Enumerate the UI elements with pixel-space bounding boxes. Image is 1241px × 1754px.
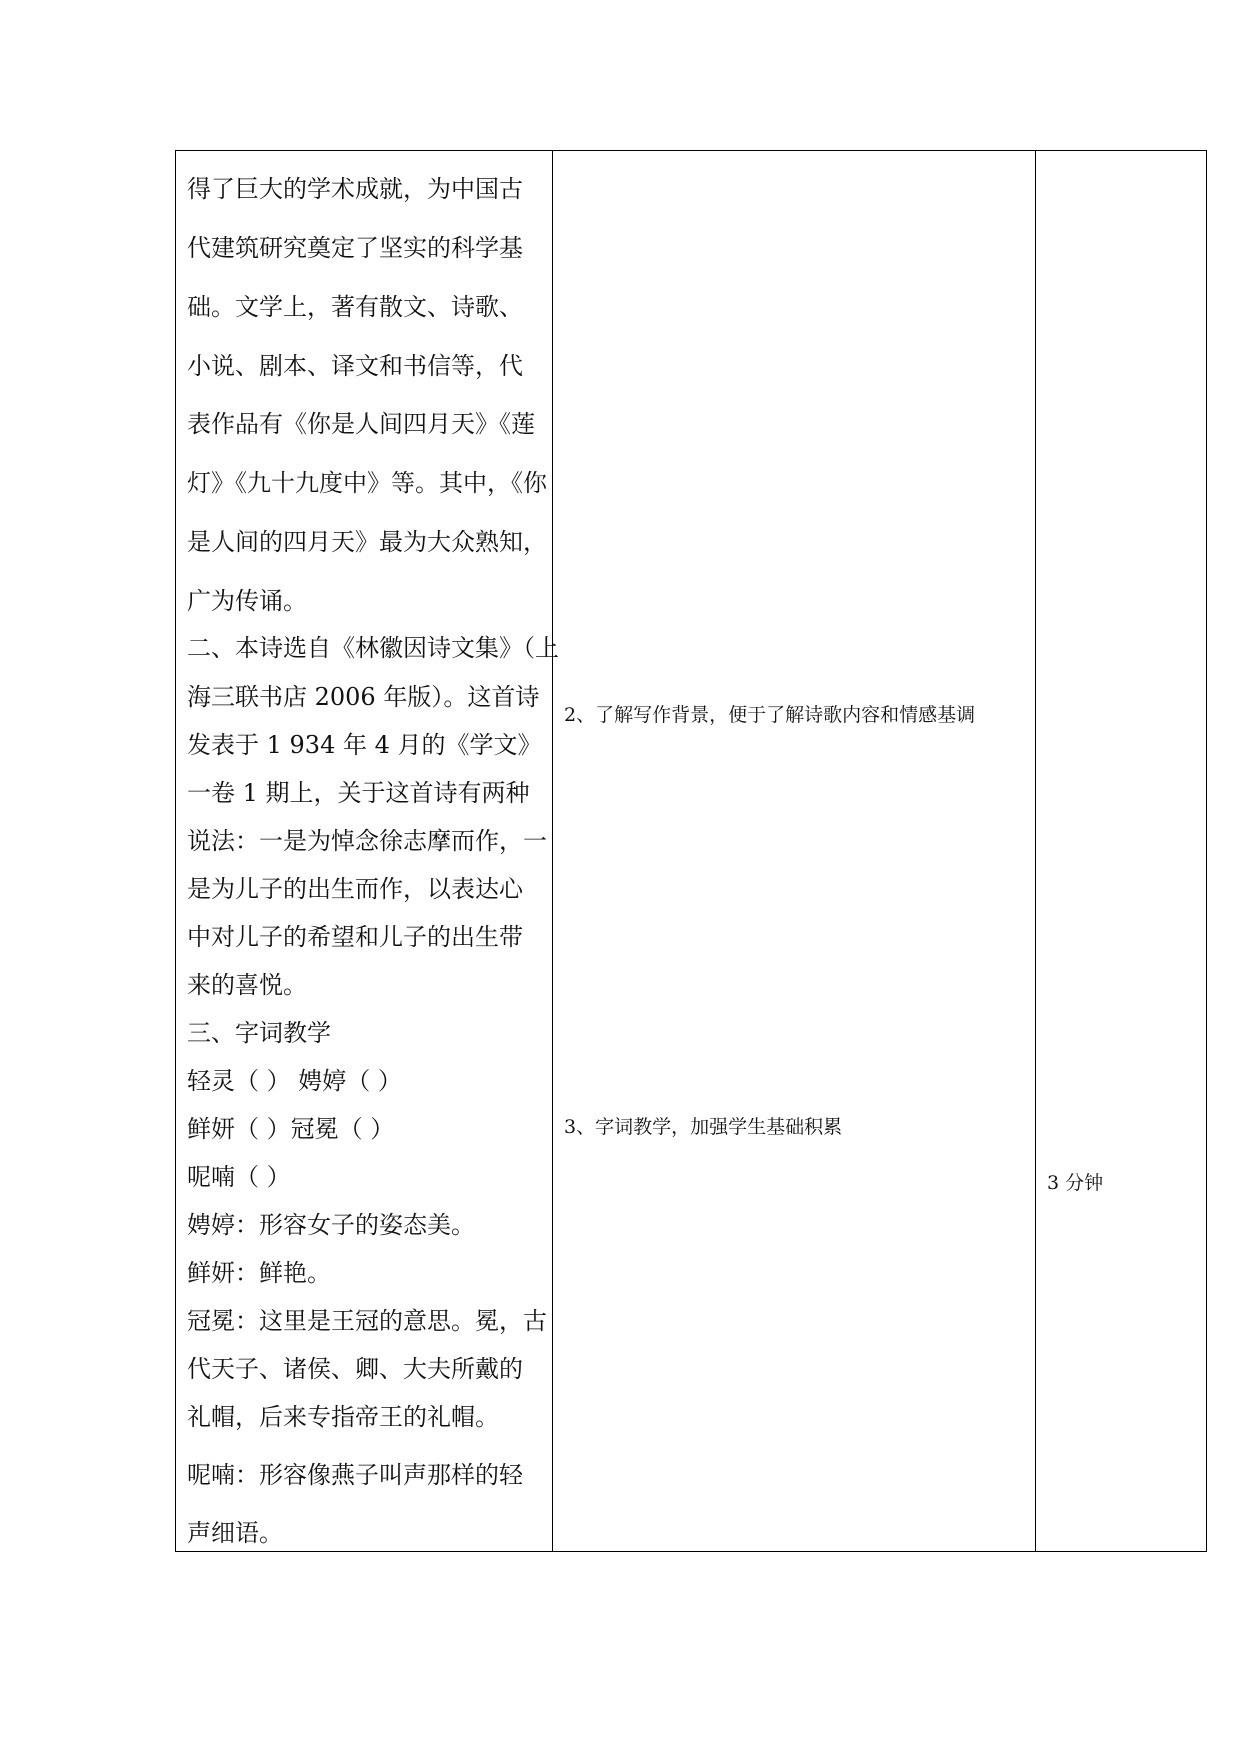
table-right-border bbox=[1206, 150, 1207, 1552]
content-line: 三、字词教学 bbox=[187, 1019, 331, 1047]
content-line: 代建筑研究奠定了坚实的科学基 bbox=[187, 234, 523, 262]
table-left-border bbox=[175, 150, 176, 1552]
vocab-blanks-line: 鲜妍（ ）冠冕（ ） bbox=[187, 1115, 395, 1143]
content-line: 础。文学上，著有散文、诗歌、 bbox=[187, 293, 523, 321]
content-line: 说法：一是为悼念徐志摩而作，一 bbox=[187, 827, 547, 855]
content-line: 海三联书店 2006 年版）。这首诗 bbox=[187, 683, 540, 711]
table-top-border bbox=[175, 150, 1207, 151]
column-divider-1 bbox=[552, 150, 553, 1552]
content-line: 来的喜悦。 bbox=[187, 971, 307, 999]
purpose-note-vocabulary: 3、字词教学，加强学生基础积累 bbox=[564, 1116, 843, 1138]
lesson-plan-table bbox=[175, 150, 1207, 1552]
content-line: 一卷 1 期上，关于这首诗有两种 bbox=[187, 779, 530, 807]
content-line: 小说、剧本、译文和书信等，代 bbox=[187, 352, 523, 380]
content-line: 灯》《九十九度中》等。其中，《你 bbox=[187, 469, 547, 497]
vocab-blanks-line: 轻灵（ ） 娉婷（ ） bbox=[187, 1067, 402, 1095]
vocab-definition: 代天子、诸侯、卿、大夫所戴的 bbox=[187, 1355, 523, 1383]
time-allocation: 3 分钟 bbox=[1047, 1172, 1104, 1194]
column-divider-2 bbox=[1035, 150, 1036, 1552]
content-line: 得了巨大的学术成就，为中国古 bbox=[187, 175, 523, 203]
vocab-definition: 鲜妍：鲜艳。 bbox=[187, 1259, 331, 1287]
content-line: 表作品有《你是人间四月天》《莲 bbox=[187, 410, 535, 438]
purpose-note-background: 2、了解写作背景，便于了解诗歌内容和情感基调 bbox=[564, 704, 976, 726]
vocab-definition: 娉婷：形容女子的姿态美。 bbox=[187, 1211, 475, 1239]
vocab-definition: 呢喃：形容像燕子叫声那样的轻 bbox=[187, 1461, 523, 1489]
content-line: 是为儿子的出生而作，以表达心 bbox=[187, 875, 523, 903]
content-line: 是人间的四月天》最为大众熟知， bbox=[187, 528, 547, 556]
vocab-definition: 礼帽，后来专指帝王的礼帽。 bbox=[187, 1403, 499, 1431]
vocab-blanks-line: 呢喃（ ） bbox=[187, 1163, 291, 1191]
content-line: 广为传诵。 bbox=[187, 587, 307, 615]
content-line: 二、本诗选自《林徽因诗文集》（上 bbox=[187, 634, 559, 662]
content-line: 发表于 1 934 年 4 月的《学文》 bbox=[187, 731, 542, 759]
table-bottom-border bbox=[175, 1551, 1207, 1552]
vocab-definition: 冠冕：这里是王冠的意思。冕，古 bbox=[187, 1307, 547, 1335]
content-line: 中对儿子的希望和儿子的出生带 bbox=[187, 923, 523, 951]
vocab-definition: 声细语。 bbox=[187, 1519, 283, 1547]
